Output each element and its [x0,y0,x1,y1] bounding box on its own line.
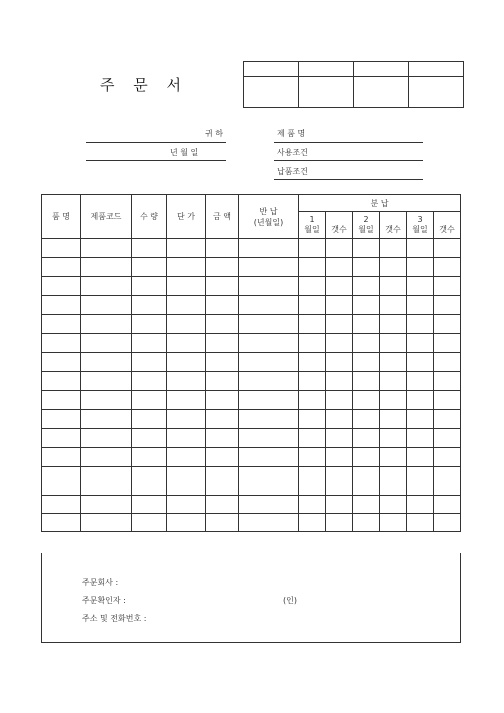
table-cell[interactable] [81,448,132,467]
table-cell[interactable] [353,353,380,372]
installment-2-qty-header [380,212,407,239]
table-cell[interactable] [206,353,239,372]
table-cell[interactable] [326,514,353,532]
table-cell[interactable] [299,296,326,315]
table-cell[interactable] [132,334,167,353]
table-cell[interactable] [81,496,132,514]
table-cell[interactable] [132,258,167,277]
table-cell[interactable] [42,277,81,296]
table-cell[interactable] [81,315,132,334]
seal-label: (인) [283,596,297,605]
table-cell[interactable] [206,429,239,448]
recipient-line[interactable] [86,142,226,143]
table-cell[interactable] [380,258,407,277]
installment-number: 1 [309,215,315,224]
table-cell[interactable] [380,496,407,514]
table-row [42,448,461,467]
table-cell[interactable] [42,334,81,353]
col-header-unit-price: 단 가 [167,195,206,239]
table-cell[interactable] [239,372,299,391]
table-cell[interactable] [239,353,299,372]
table-cell[interactable] [206,496,239,514]
table-cell[interactable] [167,467,206,496]
table-cell[interactable] [353,334,380,353]
table-cell[interactable] [434,410,461,429]
table-cell[interactable] [81,514,132,532]
table-cell[interactable] [299,372,326,391]
table-cell[interactable] [239,410,299,429]
table-cell[interactable] [42,372,81,391]
table-cell[interactable] [407,239,434,258]
table-cell[interactable] [353,448,380,467]
table-cell[interactable] [326,258,353,277]
table-cell[interactable] [326,296,353,315]
order-confirmer-label: 주문확인자 : [82,596,126,605]
table-cell[interactable] [81,239,132,258]
table-cell[interactable] [132,467,167,496]
table-cell[interactable] [132,315,167,334]
table-row [42,315,461,334]
table-cell[interactable] [299,410,326,429]
table-cell[interactable] [326,467,353,496]
installment-3-date-header [407,212,434,239]
approval-cell[interactable] [244,62,299,77]
table-cell[interactable] [353,514,380,532]
table-cell[interactable] [380,334,407,353]
table-cell[interactable] [81,334,132,353]
table-cell[interactable] [407,372,434,391]
installment-date-label: 월일 [358,225,374,234]
table-cell[interactable] [167,315,206,334]
table-cell[interactable] [239,239,299,258]
installment-number: 2 [363,215,369,224]
table-cell[interactable] [434,467,461,496]
installment-date-label: 월일 [412,225,428,234]
table-cell[interactable] [299,448,326,467]
col-header-installment: 분 납 [299,195,461,212]
table-cell[interactable] [81,353,132,372]
product-name-line[interactable] [274,142,423,143]
table-cell[interactable] [42,429,81,448]
table-cell[interactable] [167,496,206,514]
table-row [42,496,461,514]
table-cell[interactable] [380,372,407,391]
approval-cell[interactable] [409,62,464,77]
table-cell[interactable] [42,296,81,315]
table-cell[interactable] [42,496,81,514]
table-cell[interactable] [407,448,434,467]
delivery-condition-line[interactable] [274,179,423,180]
table-cell[interactable] [239,496,299,514]
table-cell[interactable] [42,239,81,258]
table-cell[interactable] [299,391,326,410]
date-line[interactable] [86,160,226,161]
table-cell[interactable] [167,239,206,258]
table-row [42,277,461,296]
table-cell[interactable] [132,353,167,372]
installment-2-date-header [353,212,380,239]
table-cell[interactable] [299,429,326,448]
table-cell[interactable] [434,429,461,448]
table-cell[interactable] [81,410,132,429]
table-cell[interactable] [434,391,461,410]
table-cell[interactable] [326,334,353,353]
table-cell[interactable] [206,296,239,315]
table-cell[interactable] [299,315,326,334]
table-cell[interactable] [167,334,206,353]
table-cell[interactable] [206,467,239,496]
table-row [42,334,461,353]
table-cell[interactable] [42,410,81,429]
table-cell[interactable] [239,429,299,448]
installment-qty-label: 갯수 [439,225,455,234]
table-cell[interactable] [380,514,407,532]
order-footer [41,553,461,643]
table-cell[interactable] [407,410,434,429]
table-cell[interactable] [380,410,407,429]
table-cell[interactable] [380,296,407,315]
table-cell[interactable] [239,296,299,315]
table-row [42,514,461,532]
table-cell[interactable] [132,391,167,410]
approval-cell[interactable] [354,77,409,108]
table-cell[interactable] [239,277,299,296]
table-cell[interactable] [380,353,407,372]
table-cell[interactable] [239,514,299,532]
table-cell[interactable] [42,315,81,334]
col-header-amount: 금 액 [206,195,239,239]
table-cell[interactable] [167,448,206,467]
product-name-label: 제 품 명 [277,129,306,138]
table-cell[interactable] [299,496,326,514]
table-cell[interactable] [167,277,206,296]
table-cell[interactable] [434,514,461,532]
table-cell[interactable] [81,391,132,410]
table-cell[interactable] [353,315,380,334]
table-cell[interactable] [299,353,326,372]
table-cell[interactable] [42,467,81,496]
table-cell[interactable] [326,410,353,429]
table-cell[interactable] [239,467,299,496]
table-cell[interactable] [299,467,326,496]
table-cell[interactable] [239,391,299,410]
usage-condition-line[interactable] [274,160,423,161]
delivery-condition-label: 납품조건 [277,167,308,176]
table-cell[interactable] [407,467,434,496]
table-cell[interactable] [407,334,434,353]
table-row [42,391,461,410]
table-cell[interactable] [380,239,407,258]
table-cell[interactable] [132,296,167,315]
table-cell[interactable] [380,277,407,296]
table-cell[interactable] [167,410,206,429]
table-cell[interactable] [326,277,353,296]
table-cell[interactable] [206,258,239,277]
table-cell[interactable] [380,315,407,334]
table-cell[interactable] [353,496,380,514]
table-cell[interactable] [326,239,353,258]
table-cell[interactable] [42,258,81,277]
table-cell[interactable] [380,448,407,467]
installment-number: 3 [417,215,423,224]
ordering-company-label: 주문회사 : [82,578,119,587]
table-cell[interactable] [434,239,461,258]
table-cell[interactable] [326,496,353,514]
table-cell[interactable] [206,448,239,467]
full-delivery-line2: (년월일) [253,217,284,227]
table-cell[interactable] [81,429,132,448]
table-cell[interactable] [326,391,353,410]
table-cell[interactable] [132,372,167,391]
installment-1-qty-header [326,212,353,239]
table-cell[interactable] [206,391,239,410]
table-cell[interactable] [407,353,434,372]
table-cell[interactable] [167,258,206,277]
table-cell[interactable] [380,429,407,448]
table-cell[interactable] [132,429,167,448]
table-row [42,239,461,258]
document-title: 주 문 서 [100,76,184,94]
approval-cell[interactable] [299,77,354,108]
table-cell[interactable] [81,467,132,496]
table-cell[interactable] [42,391,81,410]
table-cell[interactable] [206,372,239,391]
approval-cell[interactable] [354,62,409,77]
table-cell[interactable] [434,334,461,353]
approval-cell[interactable] [409,77,464,108]
table-cell[interactable] [353,277,380,296]
table-cell[interactable] [353,372,380,391]
table-row [42,372,461,391]
date-label: 년 월 일 [170,148,199,157]
table-cell[interactable] [353,239,380,258]
table-row [42,429,461,448]
table-cell[interactable] [42,514,81,532]
table-cell[interactable] [434,296,461,315]
order-table [41,194,461,532]
table-cell[interactable] [206,277,239,296]
table-cell[interactable] [239,448,299,467]
table-cell[interactable] [353,258,380,277]
table-cell[interactable] [407,429,434,448]
installment-qty-label: 갯수 [385,225,401,234]
table-cell[interactable] [132,239,167,258]
table-cell[interactable] [434,277,461,296]
table-cell[interactable] [353,429,380,448]
table-cell[interactable] [326,372,353,391]
table-cell[interactable] [407,296,434,315]
table-cell[interactable] [353,467,380,496]
table-cell[interactable] [206,334,239,353]
table-cell[interactable] [132,448,167,467]
table-cell[interactable] [132,514,167,532]
table-cell[interactable] [167,429,206,448]
table-cell[interactable] [353,410,380,429]
recipient-suffix: 귀 하 [205,129,223,138]
table-cell[interactable] [239,258,299,277]
table-row [42,467,461,496]
table-cell[interactable] [81,372,132,391]
table-cell[interactable] [206,410,239,429]
table-cell[interactable] [299,258,326,277]
table-cell[interactable] [132,410,167,429]
col-header-product-code: 제품코드 [81,195,132,239]
table-cell[interactable] [206,514,239,532]
col-header-full-delivery [239,195,299,239]
table-row [42,353,461,372]
table-cell[interactable] [380,467,407,496]
table-cell[interactable] [239,334,299,353]
table-cell[interactable] [167,353,206,372]
table-cell[interactable] [326,448,353,467]
installment-date-label: 월일 [304,225,320,234]
table-cell[interactable] [326,429,353,448]
col-header-item: 품 명 [42,195,81,239]
installment-3-qty-header [434,212,461,239]
table-cell[interactable] [206,315,239,334]
table-cell[interactable] [434,372,461,391]
table-cell[interactable] [81,277,132,296]
table-cell[interactable] [353,296,380,315]
table-cell[interactable] [81,258,132,277]
approval-cell[interactable] [299,62,354,77]
table-cell[interactable] [42,353,81,372]
table-cell[interactable] [167,391,206,410]
table-cell[interactable] [206,239,239,258]
table-cell[interactable] [299,334,326,353]
table-cell[interactable] [81,296,132,315]
table-cell[interactable] [326,353,353,372]
table-cell[interactable] [353,391,380,410]
table-cell[interactable] [132,277,167,296]
table-cell[interactable] [380,391,407,410]
table-cell[interactable] [407,277,434,296]
table-cell[interactable] [326,315,353,334]
table-cell[interactable] [434,448,461,467]
table-cell[interactable] [407,258,434,277]
table-cell[interactable] [42,448,81,467]
table-cell[interactable] [239,315,299,334]
table-cell[interactable] [167,372,206,391]
table-cell[interactable] [434,258,461,277]
table-cell[interactable] [167,514,206,532]
installment-qty-label: 갯수 [331,225,347,234]
installment-1-date-header [299,212,326,239]
usage-condition-label: 사용조건 [277,148,308,157]
table-cell[interactable] [299,239,326,258]
approval-cell[interactable] [244,77,299,108]
table-cell[interactable] [434,315,461,334]
address-phone-label: 주소 및 전화번호 : [82,614,147,623]
table-row [42,410,461,429]
table-cell[interactable] [407,315,434,334]
table-row [42,296,461,315]
table-cell[interactable] [132,496,167,514]
table-cell[interactable] [407,514,434,532]
table-cell[interactable] [299,277,326,296]
table-cell[interactable] [434,353,461,372]
table-cell[interactable] [407,391,434,410]
table-cell[interactable] [167,296,206,315]
table-cell[interactable] [434,496,461,514]
approval-box [243,61,464,108]
table-cell[interactable] [299,514,326,532]
full-delivery-line1: 반 납 [259,206,278,216]
table-row [42,258,461,277]
table-cell[interactable] [407,496,434,514]
col-header-quantity: 수 량 [132,195,167,239]
